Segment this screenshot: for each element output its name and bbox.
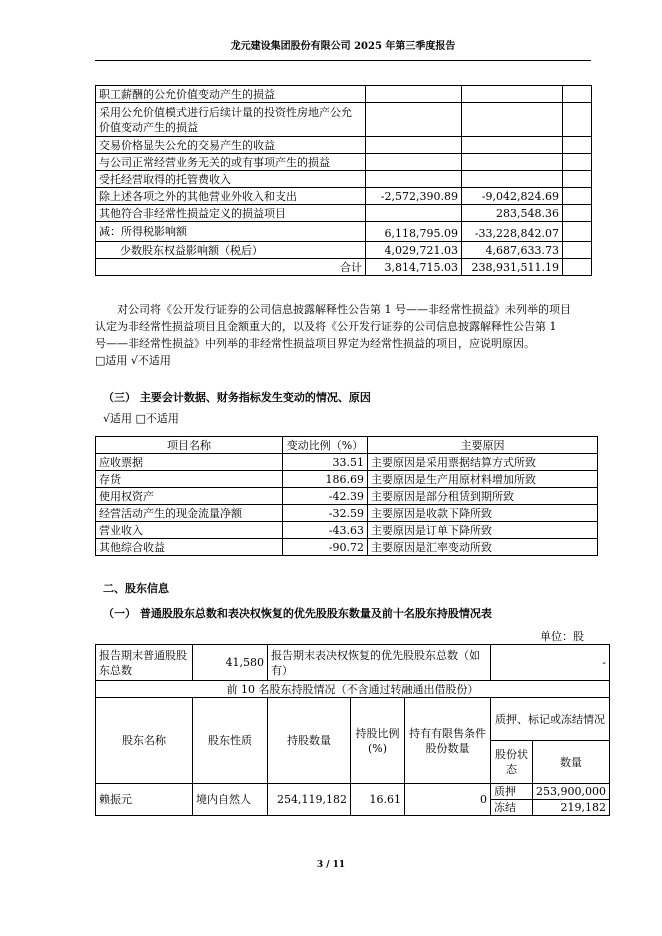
- page-number: 3 / 11: [316, 860, 346, 870]
- shareholder-name: 赖振元: [96, 784, 193, 816]
- change-reason: 主要原因是收款下降所致: [368, 505, 598, 522]
- gain-loss-ytd: -9,042,824.69: [462, 188, 563, 205]
- col-restricted: 持有有限售条件股份数量: [405, 698, 491, 784]
- gain-loss-note: [563, 86, 592, 103]
- gain-loss-current: 4,029,721.03: [366, 242, 462, 259]
- gain-loss-item: 与公司正常经营业务无关的或有事项产生的损益: [96, 154, 366, 171]
- change-ratio: -32.59: [283, 505, 368, 522]
- qty-pledge: 253,900,000: [533, 784, 610, 800]
- total-value: 41,580: [193, 645, 268, 681]
- gain-loss-current: [366, 171, 462, 188]
- gain-loss-note: [563, 188, 592, 205]
- qty-frozen: 219,182: [533, 800, 610, 816]
- gain-loss-ytd: [462, 171, 563, 188]
- change-row: [96, 488, 598, 505]
- gain-loss-row: [96, 188, 592, 205]
- gain-loss-current: [366, 86, 462, 103]
- change-reason: 主要原因是采用票据结算方式所致: [368, 454, 598, 471]
- note-applicable: □适用 √不适用: [95, 354, 171, 367]
- col-shares: 持股数量: [268, 698, 351, 784]
- gain-loss-item: 除上述各项之外的其他营业外收入和支出: [96, 188, 366, 205]
- gain-loss-table: [95, 85, 592, 276]
- change-item: 应收票据: [96, 454, 283, 471]
- change-ratio: -43.63: [283, 522, 368, 539]
- gain-loss-note: [563, 222, 592, 242]
- status-pledge: 质押: [491, 784, 533, 800]
- col-status: 股份状态: [491, 741, 533, 784]
- gain-loss-item: 采用公允价值模式进行后续计量的投资性房地产公允价值变动产生的损益: [96, 103, 366, 137]
- col-shareholder-name: 股东名称: [96, 698, 193, 784]
- col-header-ratio: 变动比例（%）: [283, 437, 368, 454]
- shareholder-nature: 境内自然人: [193, 784, 268, 816]
- gain-loss-current: [366, 137, 462, 154]
- gain-loss-note: [563, 103, 592, 137]
- gain-loss-row: [96, 103, 592, 137]
- change-row: [96, 539, 598, 556]
- gain-loss-row: [96, 259, 592, 276]
- change-item: 营业收入: [96, 522, 283, 539]
- change-item: 使用权资产: [96, 488, 283, 505]
- gain-loss-current: [366, 205, 462, 222]
- shareholder-restricted: 0: [405, 784, 491, 816]
- gain-loss-current: 3,814,715.03: [366, 259, 462, 276]
- gain-loss-ytd: -33,228,842.07: [462, 222, 563, 242]
- change-row: [96, 522, 598, 539]
- gain-loss-note: [563, 137, 592, 154]
- change-item: 其他综合收益: [96, 539, 283, 556]
- gain-loss-note: [563, 154, 592, 171]
- gain-loss-item: 减：所得税影响额: [96, 222, 366, 242]
- gain-loss-item: 受托经营取得的托管费收入: [96, 171, 366, 188]
- change-ratio: 186.69: [283, 471, 368, 488]
- pref-label: 报告期末表决权恢复的优先股股东总数（如有）: [268, 645, 491, 681]
- gain-loss-current: [366, 103, 462, 137]
- note-paragraph: 对公司将《公开发行证券的公司信息披露解释性公告第 1 号——非经常性损益》未列举的项目 认定为非经常性损益项目且金额重大的，以及将《公开发行证券的公司信息披露解释性公告第 1 号——非经常性损益》中列举的非经常性损益项目界定为经常性损益的项目，应说明原因。 □适用 √不适用: [95, 301, 595, 369]
- col-header-item: 项目名称: [96, 437, 283, 454]
- gain-loss-row: [96, 205, 592, 222]
- status-frozen: 冻结: [491, 800, 533, 816]
- gain-loss-ytd: 238,931,511.19: [462, 259, 563, 276]
- page-header: 龙元建设集团股份有限公司 2025 年第三季度报告: [95, 40, 591, 61]
- section3-heading: （三） 主要会计数据、财务指标发生变动的情况、原因: [103, 391, 371, 404]
- shareholder-shares: 254,119,182: [268, 784, 351, 816]
- gain-loss-item: 少数股东权益影响额（税后）: [96, 242, 366, 259]
- pref-value: -: [491, 645, 610, 681]
- shareholders-subheading: （一） 普通股股东总数和表决权恢复的优先股股东数量及前十名股东持股情况表: [103, 607, 492, 620]
- top10-title: 前 10 名股东持股情况（不含通过转融通出借股份）: [96, 681, 610, 698]
- gain-loss-current: [366, 154, 462, 171]
- gain-loss-row: [96, 137, 592, 154]
- gain-loss-ytd: [462, 86, 563, 103]
- change-reason: 主要原因是部分租赁到期所致: [368, 488, 598, 505]
- gain-loss-item: 交易价格显失公允的交易产生的收益: [96, 137, 366, 154]
- section3-applicable: √适用 □不适用: [103, 412, 179, 425]
- gain-loss-note: [563, 205, 592, 222]
- gain-loss-ytd: 4,687,633.73: [462, 242, 563, 259]
- gain-loss-row: [96, 171, 592, 188]
- shareholder-ratio: 16.61: [351, 784, 405, 816]
- col-pledge: 质押、标记或冻结情况: [491, 698, 610, 741]
- unit-label: 单位：股: [540, 630, 584, 643]
- change-item: 存货: [96, 471, 283, 488]
- change-reason: 主要原因是订单下降所致: [368, 522, 598, 539]
- col-header-reason: 主要原因: [368, 437, 598, 454]
- change-reason: 主要原因是汇率变动所致: [368, 539, 598, 556]
- change-row: [96, 505, 598, 522]
- change-reason: 主要原因是生产用原材料增加所致: [368, 471, 598, 488]
- col-ratio: 持股比例(%): [351, 698, 405, 784]
- change-ratio: 33.51: [283, 454, 368, 471]
- gain-loss-note: [563, 171, 592, 188]
- gain-loss-row: [96, 86, 592, 103]
- change-row: [96, 471, 598, 488]
- change-ratio: -42.39: [283, 488, 368, 505]
- gain-loss-row: [96, 154, 592, 171]
- gain-loss-ytd: [462, 154, 563, 171]
- gain-loss-row: [96, 222, 592, 242]
- col-shareholder-nature: 股东性质: [193, 698, 268, 784]
- gain-loss-current: -2,572,390.89: [366, 188, 462, 205]
- gain-loss-ytd: [462, 137, 563, 154]
- change-row: [96, 454, 598, 471]
- total-label: 报告期末普通股股东总数: [96, 645, 193, 681]
- gain-loss-current: 6,118,795.09: [366, 222, 462, 242]
- shareholders-heading: 二、股东信息: [103, 582, 169, 595]
- gain-loss-item: 合计: [96, 259, 366, 276]
- gain-loss-item: 职工薪酬的公允价值变动产生的损益: [96, 86, 366, 103]
- shareholders-table: [95, 644, 610, 816]
- gain-loss-ytd: 283,548.36: [462, 205, 563, 222]
- change-item: 经营活动产生的现金流量净额: [96, 505, 283, 522]
- gain-loss-item: 其他符合非经常性损益定义的损益项目: [96, 205, 366, 222]
- gain-loss-note: [563, 259, 592, 276]
- col-qty: 数量: [533, 741, 610, 784]
- gain-loss-row: [96, 242, 592, 259]
- gain-loss-ytd: [462, 103, 563, 137]
- change-table: [95, 436, 598, 556]
- change-ratio: -90.72: [283, 539, 368, 556]
- gain-loss-note: [563, 242, 592, 259]
